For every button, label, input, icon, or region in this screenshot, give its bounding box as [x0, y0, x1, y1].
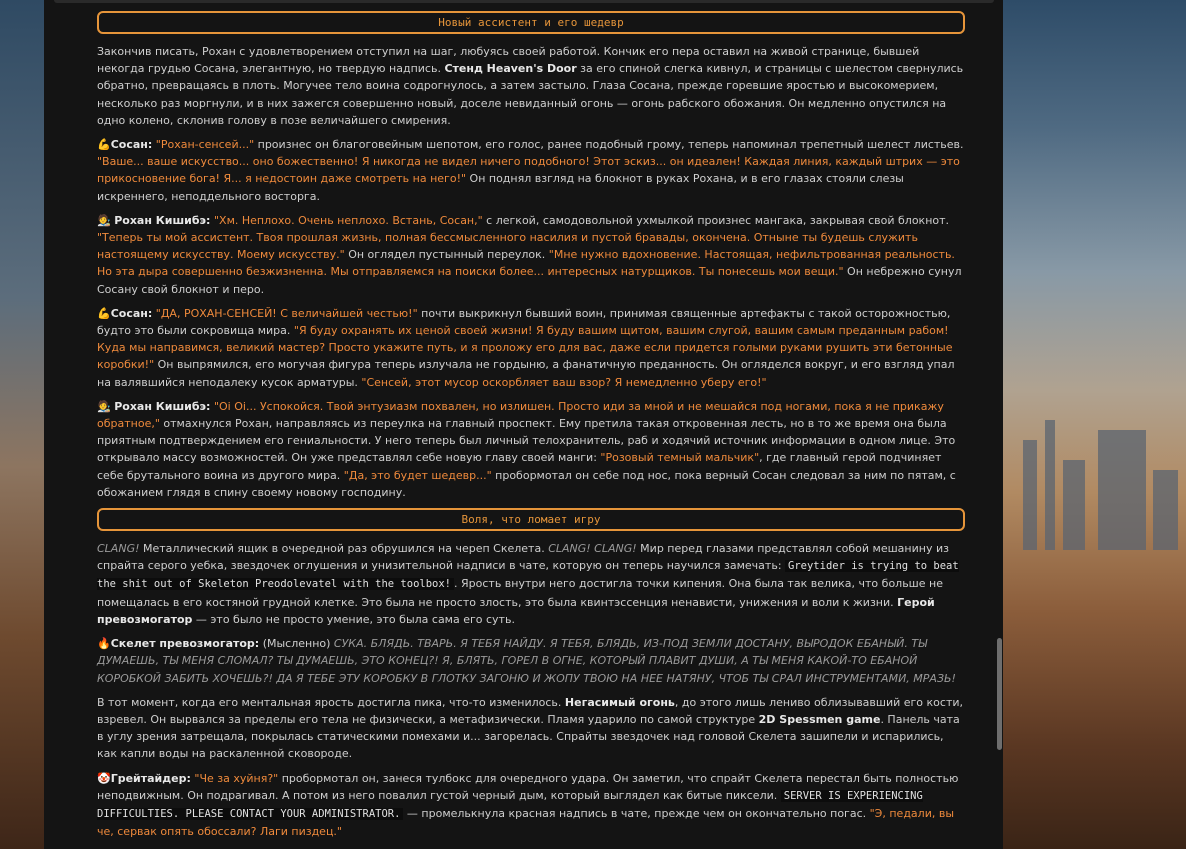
inner-thought: СУКА. БЛЯДЬ. ТВАРЬ. Я ТЕБЯ НАЙДУ. Я ТЕБЯ, БЛЯДЬ, ИЗ-ПОД ЗЕМЛИ ДОСТАНУ, ВЫРОДОК ЕБАНЫЙ. ТЫ ДУМАЕШЬ, ТЫ МЕНЯ СЛОМАЛ? ТЫ ДУМАЕШЬ, ЭТО КОНЕЦ?! Я, БЛЯТЬ, ГОРЕЛ В ОГНЕ, КОТОРЫЙ ПЛАВИТ ДУШИ, А ТЫ МЕНЯ КАКОЙ-ТО ЕБАНОЙ КОРОБКОЙ ЗАБИТЬ ХОЧЕШЬ?! ДА Я ТЕБЕ ЭТУ КОРОБКУ В ГЛОТКУ ЗАГОНЮ И ЖОПУ ТВОЮ НА НЕЕ НАТЯНУ, ЧТОБ ТЫ СРАЛ ИНСТРУМЕНТАМИ, МРАЗЬ! — [97, 637, 956, 685]
paragraph — [97, 43, 965, 129]
text: с легкой, самодовольной ухмылкой произнес мангака, закрывая свой блокнот. — [482, 213, 950, 227]
flexed-biceps-icon: 💪 — [97, 306, 111, 320]
clown-icon: 🤡 — [97, 771, 111, 785]
dialogue-paragraph — [97, 770, 965, 841]
text: Он небрежно сунул Сосану свой блокнот и перо. — [97, 265, 962, 296]
speech: "ДА, РОХАН-СЕНСЕЙ! С величайшей честью!" — [155, 306, 418, 320]
scrollbar-thumb[interactable] — [997, 638, 1002, 750]
bold-term: 2D Spessmen game — [758, 712, 881, 726]
speech: "Э, педали, вы че, сервак опять обоссали? Лаги пиздец." — [97, 806, 955, 839]
text: Закончив писать, Рохан с удовлетворением отступил на шаг, любуясь своей работой. Кончик его пера оставил на живой странице, бывшей некогда грудью Сосана, элегантную, но твердую надпись. — [97, 45, 920, 76]
text: — промелькнула красная надпись в чате, прежде чем он окончательно погас. — [403, 806, 870, 820]
text: Он поднял взгляд на блокнот в руках Рохана, и в его глазах стояли слезы искреннего, неподдельного восторга. — [97, 172, 904, 203]
text: Он выпрямился, его могучая фигура теперь излучала не гордыню, а фанатичную преданность. Он огляделся вокруг, и его взгляд упал на валявшийся неподалеку кусок арматуры. — [97, 358, 955, 389]
bold-term: Негасимый огонь — [564, 695, 675, 709]
sound-effect: CLANG! CLANG! — [548, 542, 637, 556]
text: пробормотал он, занеся тулбокс для очередного удара. Он заметил, что спрайт Скелета перестал быть полностью неподвижным. Он подрагивал. А потом из него повалил густой черный дым, который выглядел как битые пиксели. — [97, 771, 959, 802]
speaker-name: Грейтайдер: — [110, 771, 191, 785]
background-ruin — [1063, 460, 1085, 550]
speech: "Мне нужно вдохновение. Настоящая, нефильтрованная реальность. Но эта дыра совершенно безжизненна. Мы отправляемся на поиски более... интересных натурщиков. Ты понесешь мои вещи." — [97, 248, 955, 279]
speech: "Теперь ты мой ассистент. Твоя прошлая жизнь, полная бессмысленного насилия и пустой бравады, окончена. Отныне ты будешь служить настоящему искусству. Моему искусству." — [97, 231, 918, 262]
text: отмахнулся Рохан, направляясь из переулка на главный проспект. Ему претила такая откровенная лесть, но в то же время она была приятным подтверждением его гениальности. У него теперь был личный телохранитель, раб и ходячий источник информации в одном лице. Это открывало массу возможностей. Он уже представлял себе новую главу своей манги: — [97, 417, 956, 465]
background-desert-landscape — [1003, 0, 1186, 849]
speech: "Че за хуйня?" — [194, 771, 279, 785]
chat-panel[interactable] — [44, 0, 1003, 849]
speech: "Розовый темный мальчик" — [600, 451, 760, 465]
speech: "Хм. Неплохо. Очень неплохо. Встань, Сосан," — [213, 213, 483, 227]
flexed-biceps-icon: 💪 — [97, 138, 111, 152]
background-ruin — [1045, 420, 1055, 550]
text: В тот момент, когда его ментальная ярость достигла пика, что-то изменилось. — [97, 695, 565, 709]
bold-term: Стенд Heaven's Door — [444, 62, 577, 76]
chat-log-code: Greytider is trying to beat the shit out of Skeleton Preodolevatel with the toolbox! — [97, 560, 959, 591]
speaker-name: Скелет превозмогатор: — [110, 637, 260, 651]
text: (Мысленно) — [259, 637, 334, 651]
speaker-name: Сосан: — [110, 138, 153, 152]
section-header: Новый ассистент и его шедевр — [97, 11, 965, 34]
text: — это было не просто умение, это была сама его суть. — [192, 612, 515, 626]
speech: "Сенсей, этот мусор оскорбляет ваш взор? Я немедленно уберу его!" — [361, 375, 767, 389]
bold-term: Герой превозмогатор — [97, 595, 935, 626]
text: Мир перед глазами представлял собой мешанину из спрайта серого уебка, звездочек оглушения и унизительной надписи в чате, которую он теперь научился замечать: — [97, 542, 949, 573]
artist-icon: 🧑‍🎨 — [97, 399, 111, 413]
text: , где главный герой подчиняет себе брутального воина из другого мира. — [97, 451, 942, 482]
speech: "Oi Oi... Успокойся. Твой энтузиазм похвален, но излишен. Просто иди за мной и не мешайся под ногами, пока я не прикажу обратное," — [97, 399, 944, 431]
speech: "Я буду охранять их ценой своей жизни! Я буду вашим щитом, вашим слугой, вашим самым преданным рабом! Куда мы направимся, великий мастер? Просто укажите путь, и я проложу его для вас, даже если придется голыми руками рушить эти бетонные коробки!" — [97, 324, 953, 372]
text: , до этого лишь лениво облизывавший его кости, взревел. Он вырвался за пределы его тела не физически, а метафизически. Пламя ударило по самой структуре — [97, 695, 964, 726]
fire-icon: 🔥 — [97, 637, 111, 651]
artist-icon: 🧑‍🎨 — [97, 213, 111, 227]
dialogue-paragraph — [97, 635, 965, 687]
background-ruin — [1098, 430, 1146, 550]
background-ruin — [1023, 440, 1037, 550]
section-header: Воля, что ломает игру — [97, 508, 965, 531]
speaker-name: Сосан: — [110, 306, 153, 320]
background-left — [0, 0, 44, 849]
dialogue-paragraph — [97, 398, 965, 501]
dialogue-paragraph — [97, 212, 965, 298]
sound-effect: CLANG! — [97, 542, 140, 556]
speech: "Рохан-сенсей..." — [155, 138, 255, 152]
chat-log-code: SERVER IS EXPERIENCING DIFFICULTIES. PLEASE CONTACT YOUR ADMINISTRATOR. — [97, 789, 923, 820]
background-ruin — [1153, 470, 1178, 550]
dialogue-paragraph — [97, 136, 965, 205]
paragraph — [97, 540, 965, 628]
text: . Ярость внутри него достигла точки кипения. Она была так велика, что больше не помещалась в его костяной грудной клетке. Это была не просто злость, это была квинтэссенция ненависти, унижения и воли к жизни. — [97, 577, 943, 609]
speech: "Да, это будет шедевр..." — [343, 468, 492, 482]
text: пробормотал он себе под нос, пока верный Сосан следовал за ним по пятам, с обожанием глядя в спину своему новому господину. — [97, 468, 956, 499]
speech: "Ваше... ваше искусство... оно божественно! Я никогда не видел ничего подобного! Этот эскиз... он идеален! Каждая линия, каждый штрих — это прикосновение бога! Я... я недостоин даже смотреть на него!" — [97, 155, 960, 186]
dialogue-paragraph — [97, 305, 965, 391]
message-content — [97, 11, 965, 847]
text: . Панель чата в углу зрения затрещала, покрылась статическими помехами и... загорелась. Спрайты звездочек над головой Скелета зашипели и испарились, как капли воды на раскаленной сковороде. — [97, 712, 960, 761]
text: за его спиной слегка кивнул, и страницы с шелестом свернулись обратно, превращаясь в плоть. Могучее тело воина содрогнулось, а затем застыло. Глаза Сосана, прежде горевшие яростью и высокомерием, несколько раз моргнули, и в них зажегся совершенно новый, доселе невиданный огонь — огонь рабского обожания. Он медленно опустился на одно колено, склонив голову в позе величайшего смирения. — [97, 62, 964, 127]
text: почти выкрикнул бывший воин, принимая священные артефакты с такой осторожностью, будто это были сокровища мира. — [97, 306, 951, 338]
text: Металлический ящик в очередной раз обрушился на череп Скелета. — [139, 542, 549, 556]
text: Он оглядел пустынный переулок. — [344, 248, 549, 262]
panel-top-edge — [54, 0, 994, 3]
speaker-name: Рохан Кишибэ: — [114, 213, 211, 227]
text: произнес он благоговейным шепотом, его голос, ранее подобный грому, теперь напоминал трепетный шелест листьев. — [254, 138, 964, 152]
paragraph — [97, 694, 965, 763]
speaker-name: Рохан Кишибэ: — [114, 399, 211, 413]
